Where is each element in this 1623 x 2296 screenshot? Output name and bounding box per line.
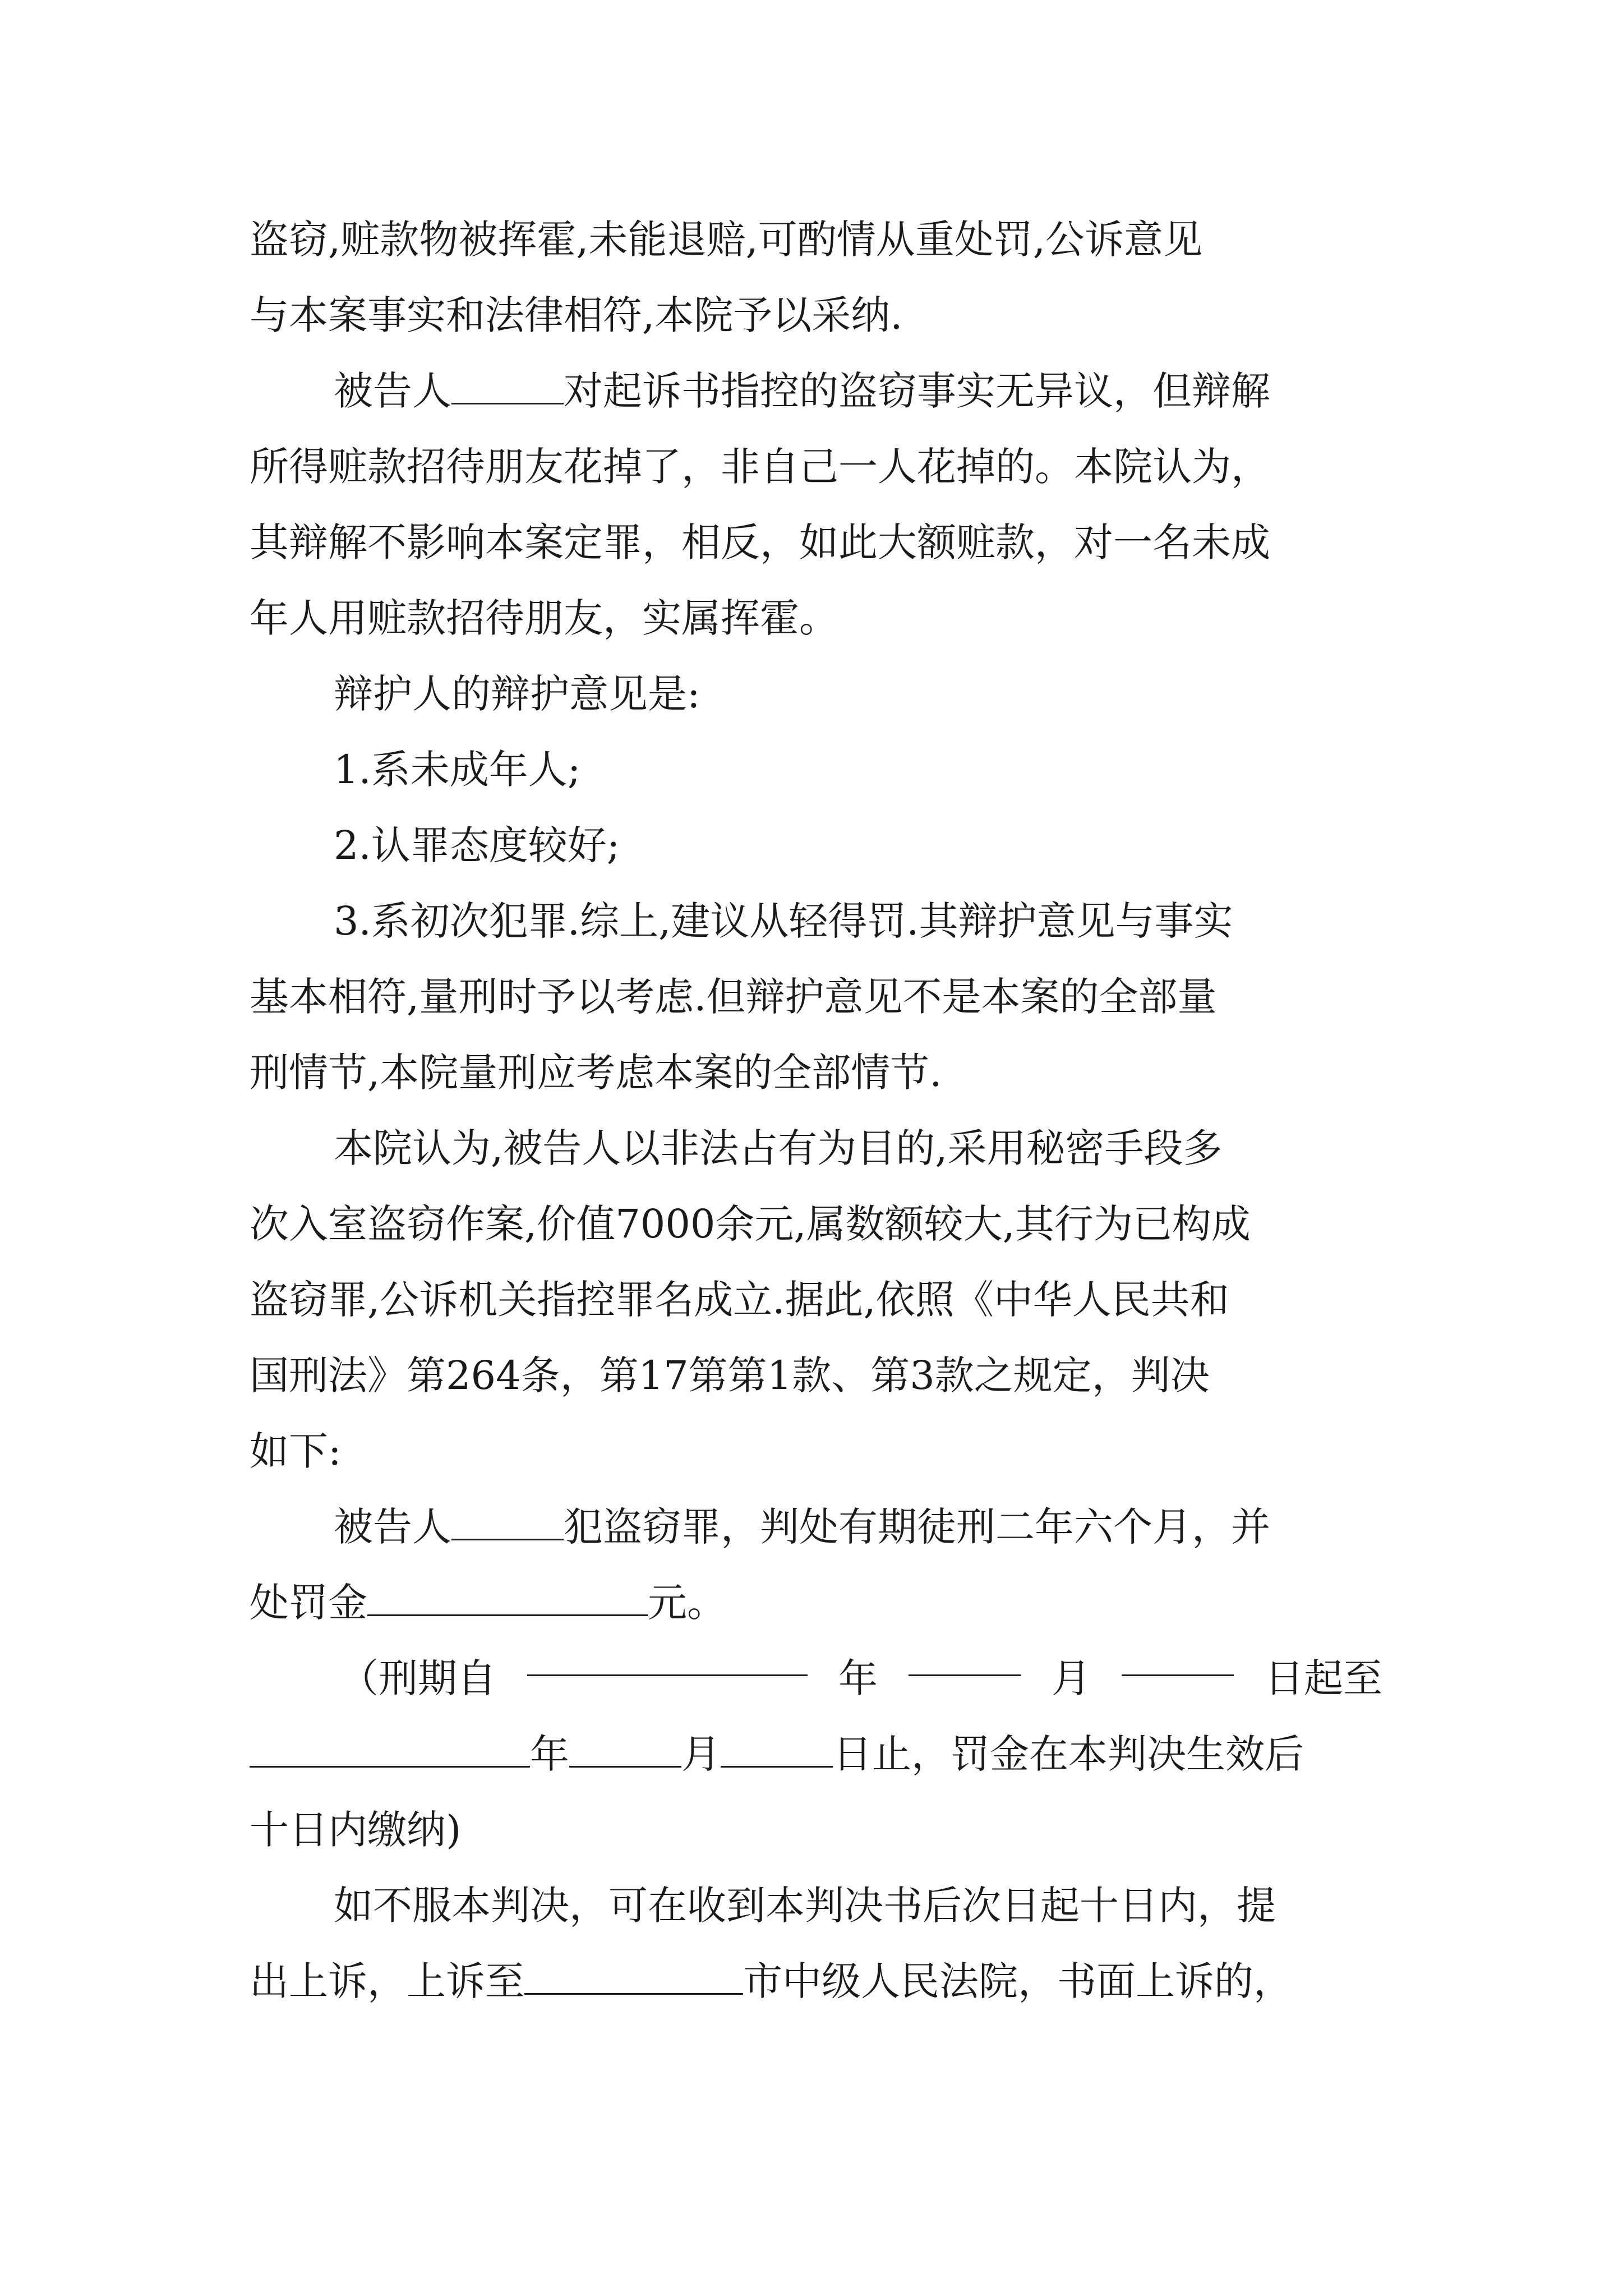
text-line: 本院认为,被告人以非法占有为目的,采用秘密手段多 xyxy=(334,1125,1223,1171)
text-fragment: 年 xyxy=(530,1731,569,1777)
fill-blank xyxy=(451,1505,564,1540)
text-line: 与本案事实和法律相符,本院予以采纳. xyxy=(250,292,903,338)
text-line: 盗窃罪,公诉机关指控罪名成立.据此,依照《中华人民共和 xyxy=(250,1277,1229,1323)
text-line: 3.系初次犯罪.综上,建议从轻得罚.其辩护意见与事实 xyxy=(334,898,1233,944)
text-line: 如下: xyxy=(250,1428,342,1474)
text-fragment: 被告人 xyxy=(334,1504,451,1550)
text-line xyxy=(250,353,1382,429)
text-fragment: 年 xyxy=(838,1655,878,1701)
text-line: 如不服本判决，可在收到本判决书后次日起十日内，提 xyxy=(334,1883,1276,1929)
text-line: 所得赃款招待朋友花掉了，非自己一人花掉的。本院认为， xyxy=(250,444,1270,490)
fill-blank xyxy=(721,1732,833,1768)
text-line xyxy=(250,1717,1382,1792)
fill-blank xyxy=(1122,1641,1234,1676)
fill-blank xyxy=(524,1959,743,1995)
fill-blank xyxy=(451,369,564,404)
text-line: 1.系未成年人; xyxy=(334,747,581,793)
text-line: 其辩解不影响本案定罪，相反，如此大额赃款，对一名未成 xyxy=(250,519,1270,565)
text-fragment: 市中级人民法院，书面上诉的， xyxy=(743,1958,1293,2004)
text-line xyxy=(250,1565,1382,1641)
fill-blank xyxy=(250,1732,530,1768)
text-line: 盗窃,赃款物被挥霍,未能退赔,可酌情从重处罚,公诉意见 xyxy=(250,217,1203,263)
text-line: 国刑法》第264条，第17第第1款、第3款之规定，判决 xyxy=(250,1352,1210,1398)
text-line: 刑情节,本院量刑应考虑本案的全部情节. xyxy=(250,1050,942,1096)
text-line: 年人用赃款招待朋友，实属挥霍。 xyxy=(250,595,838,641)
text-fragment: 元。 xyxy=(648,1580,726,1626)
document-body xyxy=(250,202,1382,2019)
text-fragment: 日止，罚金在本判决生效后 xyxy=(833,1731,1304,1777)
text-fragment: 对起诉书指控的盗窃事实无异议，但辩解 xyxy=(564,368,1270,414)
text-fragment: 月 xyxy=(681,1731,721,1777)
text-fragment: 被告人 xyxy=(334,368,451,414)
fill-blank xyxy=(909,1641,1021,1676)
fill-blank xyxy=(569,1732,681,1768)
text-fragment: 日起至 xyxy=(1265,1655,1382,1701)
text-fragment: 出上诉，上诉至 xyxy=(250,1958,524,2004)
text-fragment: 处罚金 xyxy=(250,1580,367,1626)
text-line: 十日内缴纳) xyxy=(250,1807,462,1853)
text-line: 2.认罪态度较好; xyxy=(334,822,620,868)
text-line xyxy=(250,1489,1382,1565)
text-line: 次入室盗窃作案,价值7000余元,属数额较大,其行为已构成 xyxy=(250,1201,1251,1247)
text-line xyxy=(250,1944,1382,2019)
text-fragment: 犯盗窃罪，判处有期徒刑二年六个月，并 xyxy=(564,1504,1270,1550)
fill-blank xyxy=(367,1581,648,1616)
text-fragment: （刑期自 xyxy=(339,1655,496,1701)
fill-blank xyxy=(527,1641,808,1676)
text-fragment: 月 xyxy=(1052,1655,1091,1701)
text-line: 辩护人的辩护意见是: xyxy=(334,671,700,717)
text-line: 基本相符,量刑时予以考虑.但辩护意见不是本案的全部量 xyxy=(250,974,1217,1020)
text-line xyxy=(250,1641,1382,1717)
